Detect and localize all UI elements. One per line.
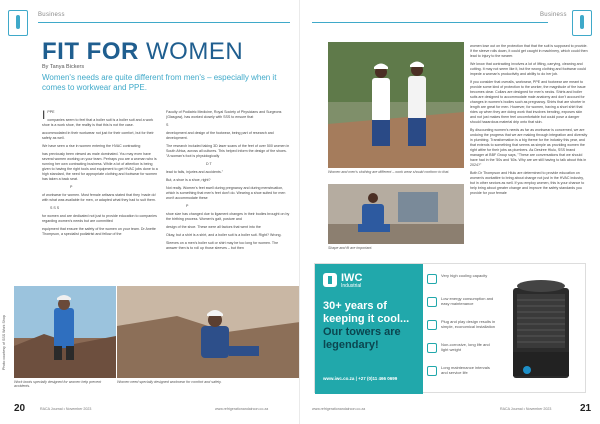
photo-work-boots-image — [14, 286, 116, 378]
caption-two-workers: Women and men's clothing are different – work wear should conform to that. — [328, 170, 450, 174]
photo-seated-worker — [117, 286, 300, 378]
initials: S — [166, 123, 169, 127]
article-title — [42, 38, 243, 66]
paragraph: We have seen a rise in women entering the HVAC contracting — [42, 144, 141, 148]
paragraph: development and design of the footwear, being part of research and development. — [166, 131, 274, 140]
section-tag: Business — [540, 12, 567, 18]
feature-icon — [427, 297, 437, 307]
paragraph: equipment that ensure the safety of the women on your team. Dr Anette Thompson, a specialist podiatrist and fellow of the — [42, 227, 156, 236]
paragraph: Not really. Women's feet swell during pregnancy and during menstruation, which is something that men's feet don't do. Wearing a shoe suited for men won't accommodate these — [166, 186, 286, 200]
standfirst: Women's needs are quite different from men's – especially when it comes to workwear and PPE. — [42, 73, 277, 92]
body-column-3 — [470, 44, 588, 199]
advert-feature — [427, 364, 497, 384]
paragraph: But, a shoe is a shoe, right? — [166, 178, 211, 182]
advert-headline: 30+ years of keeping it cool... — [323, 300, 410, 325]
iwc-logo-icon — [323, 273, 337, 287]
caption-seated-worker: Women need specially designed workwear for comfort and safety. — [117, 380, 222, 384]
advert-feature — [427, 341, 497, 361]
advert-subhead: Our towers are legendary! — [323, 326, 401, 351]
photo-two-workers — [328, 42, 464, 168]
paragraph: lead to falls, injuries and accidents." — [166, 170, 224, 174]
feature-text: Long maintenance intervals and service life — [441, 365, 490, 375]
advert-brand: IWC — [341, 272, 363, 284]
photo-work-boots — [14, 286, 116, 378]
photo-kneeling-worker-image — [328, 184, 464, 244]
footer-magazine: RACA Journal • November 2023 — [500, 407, 552, 411]
paragraph: has previously been viewed as male dominated. You may even have several women working on your team. Perhaps you are a woman who is running her own contracting business. While a lot of attention is being given to having the right tools and equipment to get HVAC jobs done to a high standard, the need for appropriate clothing and footwear for women has taken a back seat. — [42, 152, 158, 181]
initials: D T — [206, 162, 212, 166]
footer-magazine: RACA Journal • November 2023 — [40, 407, 92, 411]
iwc-advert[interactable] — [314, 263, 586, 393]
body-column-1 — [42, 110, 158, 240]
caption-kneeling-worker: Shape and fit are important. — [328, 246, 373, 250]
feature-icon — [427, 274, 437, 284]
advert-feature — [427, 272, 497, 292]
feature-icon — [427, 320, 437, 330]
advert-feature — [427, 295, 497, 315]
byline: By Tanya Bickers — [42, 64, 85, 70]
paragraph: Faculty of Podiatric Medicine, Royal Society of Physicians and Surgeons (Glasgow), has worked closely with SSS to ensure that — [166, 110, 282, 119]
paragraph: If you consider that overalls, workwear, PPE and footwear are meant to provide some kind of protection to the worker, the magnitude of the issue becomes clear. Collars are designed for men's necks. Shirts and boiler suits are designed to accommodate male anatomy and don't account for changes in women's bodies such as pregnancy. Shirts that are shorter in length are great for men. However, for women, having a short shirt that rides up when they are doing work that involves bending, exposes skin and not just makes them feel uncomfortable but could pose a danger should hazardous material drip onto that skin. — [470, 80, 586, 124]
section-tag: Business — [38, 12, 65, 18]
advert-contact[interactable]: www.iwc.co.za | +27 (0)11 466 0699 — [323, 376, 398, 381]
feature-text: Non-corrosive, long life and light weight — [441, 342, 490, 352]
feature-icon — [427, 366, 437, 376]
paragraph: We know that contracting involves a lot of lifting, carrying, cleaning and cutting. It may not seem like it, but the wrong clothing and footwear could impede a woman's productivity and ability to do her job. — [470, 62, 586, 76]
paragraph: shoe size has changed due to ligament changes in their bodies brought on by the birthing process. Women's gait, posture and — [166, 212, 290, 221]
paragraph: By discounting women's needs as far as workwear is concerned, we are undoing the progress that we are making through integration and diversity in plumbing. Transformation is a big theme for the industry this year, and that extends to something that seems as simple as providing women the right attire for their jobs as plumbers. As Desiree Hlulu, SSS brand manager at BBF Group says, "These are conversations that we should have had in the '50s and '60s. Why are we still having to talk about this in 2024?" — [470, 128, 588, 167]
drop-cap: I — [42, 108, 46, 122]
photo-two-workers-image — [328, 42, 464, 168]
page-number: 20 — [14, 403, 26, 414]
footer-url: www.refrigerationandaircon.co.za — [215, 407, 269, 411]
paragraph: Sleeves on a men's boiler suit or shirt may be too long for women. The answer then is to roll up those sleeves – but then — [166, 241, 279, 250]
advert-feature — [427, 318, 497, 338]
paragraph: Both Dr Thompson and Hlulu are determined to provide education on women's workattire to bring about change not just in the HVAC industry, but in other sectors as well. If you employ women, this is your chance to help bring about greater change and improve the safety standards you provide for your female — [470, 171, 585, 195]
advert-panel — [315, 264, 423, 394]
initials: P — [186, 204, 189, 208]
initials: PPE — [47, 110, 55, 114]
initials: P — [70, 185, 73, 189]
photo-kneeling-worker — [328, 184, 464, 244]
paragraph: The research included taking 3D laser scans of the feet of over 500 women in South Africa, across all cultures. This helped inform the design of the shoes. "A woman's foot is physiologically — [166, 144, 290, 158]
feature-text: Low energy consumption and easy maintenance — [441, 296, 494, 306]
section-rule — [312, 22, 548, 23]
section-rule — [38, 22, 290, 23]
page-number: 21 — [580, 403, 592, 414]
feature-text: Plug and play design results in simple, economical installation — [441, 319, 496, 329]
thermometer-logo-icon — [8, 10, 28, 36]
paragraph: companies seem to feel that a boiler suit is a boiler suit and a work shoe is a work shoe, the reality is that this is not the case. — [42, 118, 154, 127]
footer-url: www.refrigerationandaircon.co.za — [312, 407, 366, 411]
paragraph: women lose out on the protection that that the suit is supposed to provide. If the sleeve rolls down, it could get caught in machinery, which could then lead to injury to the wearer. — [470, 44, 588, 58]
paragraph: design of the shoe. These were all factors that went into the — [166, 225, 261, 229]
paragraph: accommodated in their workwear not just for their comfort, but for their safety as well. — [42, 131, 154, 140]
photo-credit: Photo courtesy of SSS Work Shop — [2, 315, 6, 370]
advert-brand-sub: Industrial — [341, 283, 362, 289]
caption-work-boots: Work boots specially designed for women help prevent accidents. — [14, 380, 102, 388]
cooling-tower-image — [503, 274, 579, 386]
thermometer-logo-icon — [572, 10, 592, 36]
photo-seated-worker-image — [117, 286, 300, 378]
feature-icon — [427, 343, 437, 353]
title-bold: FIT FOR — [42, 38, 139, 65]
title-light: WOMEN — [146, 38, 244, 65]
paragraph: Okay, but a shirt is a shirt, and a boiler suit is a boiler suit. Right? Wrong. — [166, 233, 282, 237]
feature-text: Very high cooling capacity — [441, 273, 488, 278]
body-column-2 — [166, 110, 290, 254]
initials: S S S — [50, 206, 60, 210]
paragraph: for women and are dedicated not just to provide education to companies regarding women's needs but are committed — [42, 214, 157, 223]
paragraph: of workwear for women. Most female artisans stated that they 'made do' with what was available for men, or adapted what they had to suit them. — [42, 193, 157, 202]
